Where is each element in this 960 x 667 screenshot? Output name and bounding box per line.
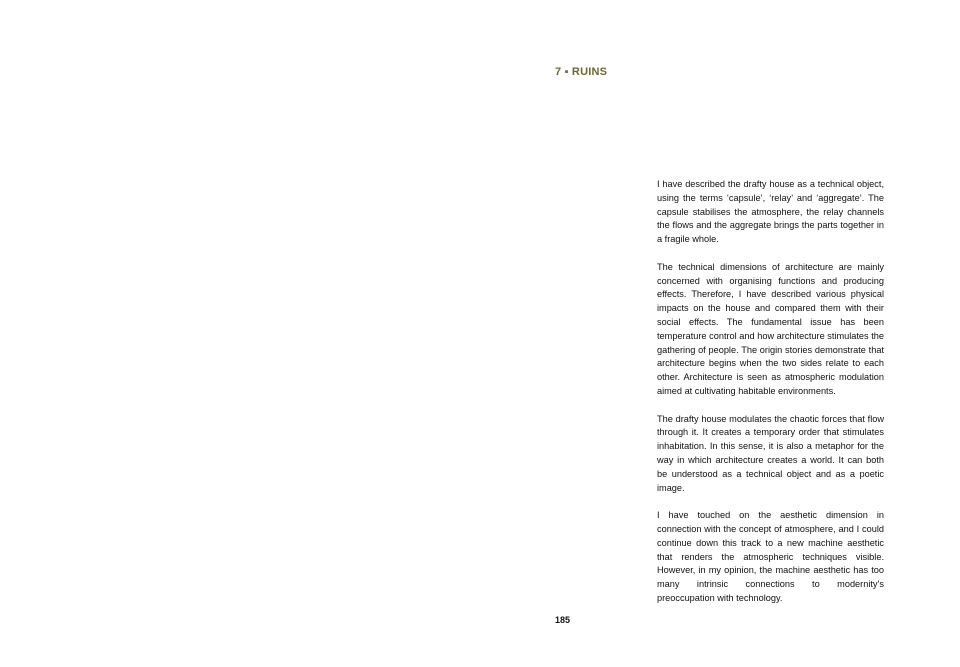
paragraph: I have touched on the aesthetic dimension in connection with the concept of atmosphere, and I could continue down this track to a new machine aesthetic that renders the atmospheric techniques visible. However, in my opinion, the machine aesthetic has too many intrinsic connections to modernity’s preoccupation with technology. bbox=[657, 510, 884, 603]
paragraph: The drafty house modulates the chaotic forces that flow through it. It creates a temporary order that stimulates inhabitation. In this sense, it is also a metaphor for the way in which architecture creates a world. It can both be understood as a technical object and as a poetic image. bbox=[657, 413, 884, 493]
page-number: 185 bbox=[555, 615, 571, 625]
chapter-title: 7 ▪ RUINS bbox=[555, 66, 608, 78]
body-text bbox=[657, 178, 884, 606]
paragraph: The technical dimensions of architecture are mainly concerned with organising functions and producing effects. Therefore, I have described various physical impacts on the house and compared them with their social effects. The fundamental issue has been temperature control and how architecture stimulates the gathering of people. The origin stories demonstrate that architecture begins when the two sides relate to each other. Architecture is seen as atmospheric modulation aimed at cultivating habitable environments. bbox=[657, 261, 884, 396]
paragraph: I have described the drafty house as a technical object, using the terms ‘capsule’, ‘relay’ and ‘aggregate’. The capsule stabilises the atmosphere, the relay channels the flows and the aggregate brings the parts together in a fragile whole. bbox=[657, 179, 884, 245]
